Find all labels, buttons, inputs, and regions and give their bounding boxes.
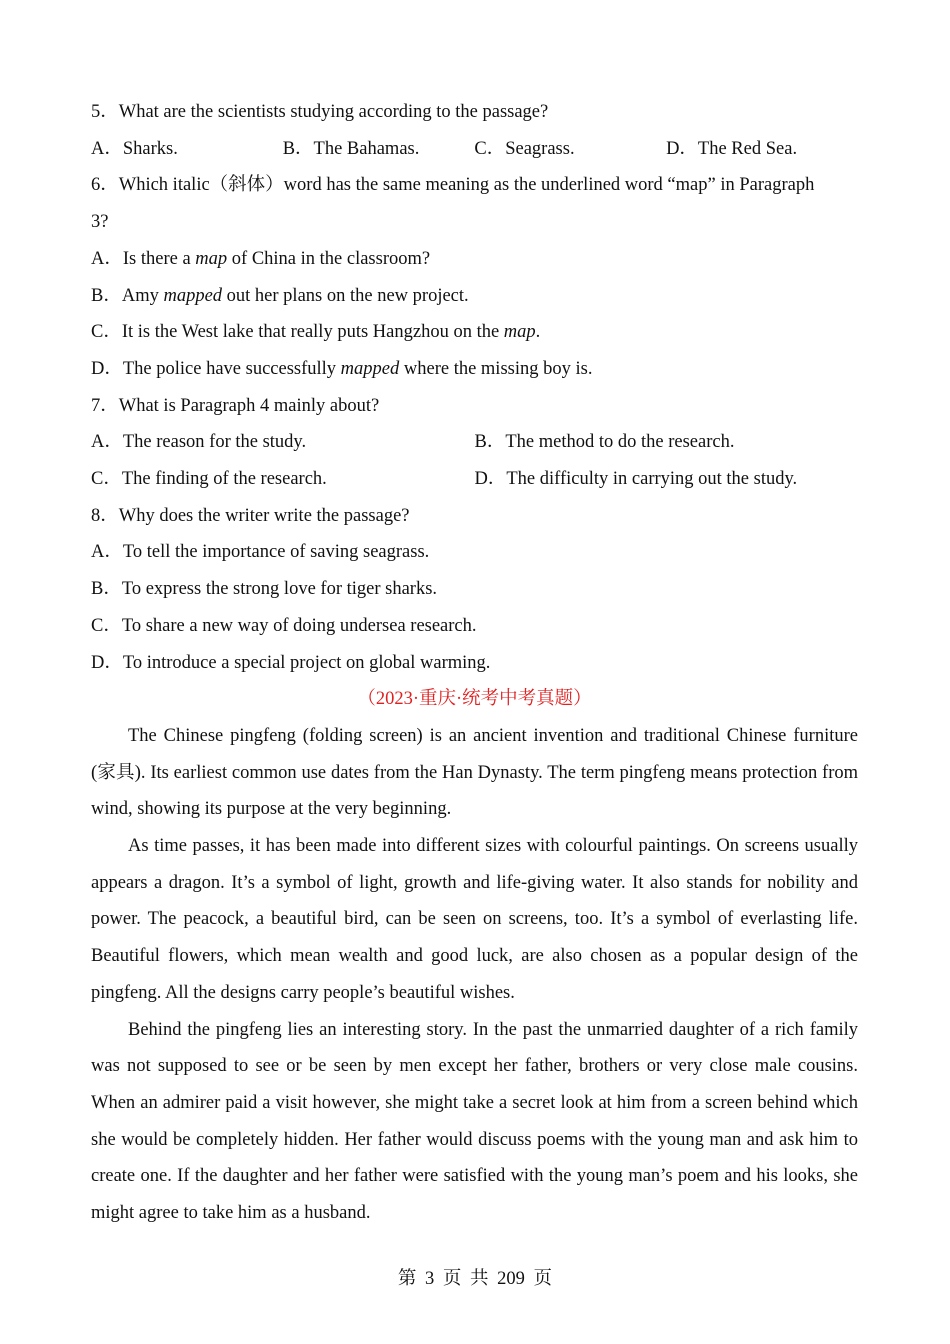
option-text: A．Is there a (91, 248, 196, 269)
page-footer: 第 3 页 共 209 页 (397, 1269, 553, 1289)
option: D．The Red Sea. (666, 138, 798, 159)
question-8-stem: 8．Why does the writer write the passage? (91, 505, 410, 526)
option-text: out her plans on the new project. (222, 285, 469, 306)
option (91, 351, 858, 388)
option-text: C．It is the West lake that really puts Hangzhou on the (91, 322, 504, 343)
option: B．The Bahamas. (282, 138, 420, 159)
option-text: D．The police have successfully (91, 358, 341, 379)
option: B．The method to do the research. (474, 432, 735, 453)
source-label: （2023·重庆·统考中考真题） (357, 689, 592, 710)
question-6-stem: 6．Which italic（斜体）word has the same meaning as the underlined word “map” in Paragraph (91, 175, 815, 196)
question-7-options (91, 424, 858, 461)
option-text: where the missing boy is. (399, 358, 593, 379)
option (91, 241, 858, 278)
paragraph: The Chinese pingfeng (folding screen) is an ancient invention and traditional Chinese furniture (家具). Its earliest common use dates from the Han Dynasty. The term pingfeng means protection from wind, showing its purpose at the very beginning. (91, 725, 858, 820)
option-text: . (535, 322, 541, 343)
option: A．Sharks. (91, 138, 178, 159)
option-text: of China in the classroom? (227, 248, 431, 269)
question-5-options (91, 131, 858, 168)
italic-word: map (503, 322, 536, 343)
option: D．The difficulty in carrying out the study. (474, 469, 798, 490)
italic-word: mapped (340, 358, 400, 379)
paragraph: Behind the pingfeng lies an interesting story. In the past the unmarried daughter of a rich family was not supposed to see or be seen by men except her father, brothers or very close male cousins. When an admirer paid a visit however, she might take a secret look at him from a screen behind which she would be completely hidden. Her father would discuss poems with the young man and ask him to create one. If the daughter and her father were satisfied with the young man’s poem and his looks, she might agree to take him as a husband. (91, 1019, 858, 1224)
option: D．To introduce a special project on global warming. (91, 652, 491, 673)
option (91, 314, 858, 351)
option: B．To express the strong love for tiger sharks. (91, 579, 438, 600)
question-6-stem-cont: 3? (91, 212, 109, 233)
italic-word: mapped (163, 285, 223, 306)
option: C．Seagrass. (474, 138, 575, 159)
question-7-options (91, 461, 858, 498)
option (91, 278, 858, 315)
option: C．The finding of the research. (91, 469, 327, 490)
question-7-stem: 7．What is Paragraph 4 mainly about? (91, 395, 380, 416)
option: A．The reason for the study. (91, 432, 307, 453)
question-5-stem: 5．What are the scientists studying according to the passage? (91, 102, 549, 122)
option-text: B．Amy (91, 285, 164, 306)
option: A．To tell the importance of saving seagrass. (91, 542, 430, 563)
paragraph: As time passes, it has been made into different sizes with colourful paintings. On screens usually appears a dragon. It’s a symbol of light, growth and life-giving water. It also stands for nobility and power. The peacock, a beautiful bird, can be seen on screens, too. It’s a symbol of everlasting life. Beautiful flowers, which mean wealth and good luck, are also chosen as a popular design of the pingfeng. All the designs carry people’s beautiful wishes. (91, 836, 858, 1003)
italic-word: map (195, 248, 228, 269)
option: C．To share a new way of doing undersea research. (91, 615, 477, 636)
document-page (91, 94, 858, 1232)
